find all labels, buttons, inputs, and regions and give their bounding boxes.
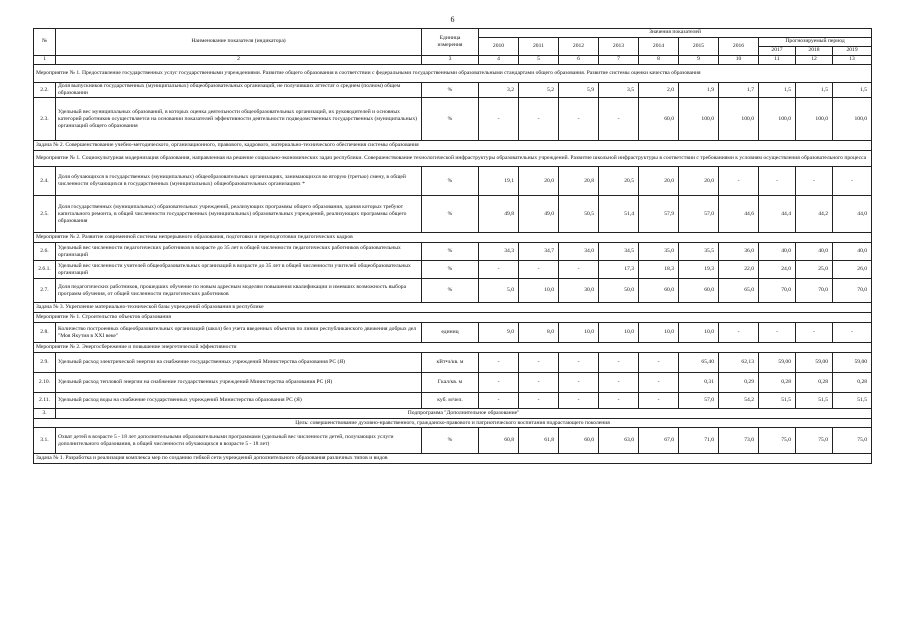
indicator-value: 57,9 <box>639 196 679 233</box>
row-number: 2.6.1. <box>34 261 56 279</box>
indicator-value: 60,0 <box>559 428 599 454</box>
column-number: 12 <box>796 56 833 65</box>
indicator-value: 73,0 <box>719 428 759 454</box>
indicator-value: - <box>599 353 639 373</box>
section-row <box>34 151 872 167</box>
row-number: 2.9. <box>34 353 56 373</box>
indicator-value: 60,0 <box>639 279 679 303</box>
indicator-value: - <box>639 353 679 373</box>
indicator-value: 40,0 <box>759 243 796 261</box>
subprogram-title: Подпрограмма "Дополнительное образование" <box>56 409 872 419</box>
indicator-value: 57,0 <box>679 196 719 233</box>
indicator-value: 75,0 <box>833 428 872 454</box>
indicator-value: 9,0 <box>479 323 519 343</box>
page-number: 6 <box>450 15 455 24</box>
indicators-table <box>33 28 872 464</box>
indicator-name: Удельный расход электрической энергии на снабжение государственных учреждений Министерства образования РС (Я) <box>56 353 422 373</box>
table-row <box>34 323 872 343</box>
row-number: 2.2. <box>34 83 56 98</box>
column-number: 10 <box>719 56 759 65</box>
table-row <box>34 98 872 141</box>
column-number: 7 <box>599 56 639 65</box>
indicator-value: 0,28 <box>759 373 796 393</box>
indicator-value: 1,9 <box>679 83 719 98</box>
indicator-value: 1,5 <box>833 83 872 98</box>
header-forecast-year: 2017 <box>759 47 796 56</box>
indicator-value: 40,0 <box>833 243 872 261</box>
section-title: Задача № 1. Разработка и реализация комплекса мер по созданию гибкой сети учреждений дополнительного образования различных типов и видов <box>34 454 872 464</box>
indicator-value: - <box>599 373 639 393</box>
indicator-unit: % <box>422 98 479 141</box>
indicator-value: 63,0 <box>599 428 639 454</box>
indicator-value: 26,0 <box>833 261 872 279</box>
indicator-value: - <box>639 373 679 393</box>
indicator-value: 59,00 <box>833 353 872 373</box>
indicator-value: - <box>519 393 559 409</box>
section-row <box>34 313 872 323</box>
indicator-value: - <box>833 167 872 196</box>
indicator-value: 3,5 <box>599 83 639 98</box>
indicator-value: 25,0 <box>796 261 833 279</box>
indicator-value: - <box>719 323 759 343</box>
indicator-value: 61,8 <box>519 428 559 454</box>
section-row <box>34 303 872 313</box>
indicator-value: 20,0 <box>519 167 559 196</box>
row-number: 2.6. <box>34 243 56 261</box>
indicator-value: - <box>639 393 679 409</box>
indicator-value: 22,0 <box>719 261 759 279</box>
indicator-value: 100,0 <box>759 98 796 141</box>
header-unit-line1: Единица <box>439 34 461 41</box>
indicator-unit: % <box>422 428 479 454</box>
indicator-value: 19,1 <box>479 167 519 196</box>
section-title: Мероприятие № 1. Социокультурная модернизация образования, направленная на решение социально-экономических задач республики. Совершенствование технологической инфраструктуры образовательных учреждений. Развитие школьной инфраструктуры в соответствии с требованиями к условиям осуществления образовательного процесса <box>34 151 872 167</box>
indicator-name: Удельный расход тепловой энергии на снабжение государственных учреждений Министерства образования РС (Я) <box>56 373 422 393</box>
indicator-value: 75,0 <box>796 428 833 454</box>
row-number: 2.7. <box>34 279 56 303</box>
indicator-value: 1,5 <box>796 83 833 98</box>
indicator-value: 10,0 <box>559 323 599 343</box>
header-num: № <box>34 29 56 56</box>
indicator-value: 20,8 <box>559 167 599 196</box>
indicator-unit: кВт•ч/кв. м <box>422 353 479 373</box>
section-row <box>34 454 872 464</box>
header-forecast: Прогнозируемый период <box>759 38 872 47</box>
indicator-value: - <box>796 323 833 343</box>
column-number: 11 <box>759 56 796 65</box>
indicator-unit: % <box>422 279 479 303</box>
indicator-value: 100,0 <box>833 98 872 141</box>
subprogram-row <box>34 409 872 419</box>
indicator-value: 40,0 <box>796 243 833 261</box>
indicator-unit: единиц <box>422 323 479 343</box>
indicator-value: 44,6 <box>719 196 759 233</box>
indicator-value: 70,0 <box>796 279 833 303</box>
section-row <box>34 343 872 353</box>
indicator-unit: % <box>422 243 479 261</box>
table-row <box>34 167 872 196</box>
indicator-value: 0,31 <box>679 373 719 393</box>
indicator-unit: % <box>422 167 479 196</box>
indicator-value: 51,4 <box>599 196 639 233</box>
indicator-value: - <box>559 353 599 373</box>
indicator-value: 35,0 <box>639 243 679 261</box>
indicator-unit: % <box>422 261 479 279</box>
section-title: Мероприятие № 1. Предоставление государственных услуг государственными учреждениями. Развитие общего образования в соответствии с федеральными государственными образовательными стандартами общего образования. Развитие системы оценки качества образования <box>34 65 872 83</box>
indicator-value: 24,0 <box>759 261 796 279</box>
indicator-value: 34,7 <box>519 243 559 261</box>
column-number: 2 <box>56 56 422 65</box>
indicator-name: Доля педагогических работников, прошедших обучение по новым адресным моделям повышения квалификации и имевших возможность выбора программ обучения, от общей численности педагогических работников <box>56 279 422 303</box>
table-row <box>34 393 872 409</box>
indicator-value: 2,0 <box>639 83 679 98</box>
indicator-value: 49,8 <box>479 196 519 233</box>
row-number: 2.10. <box>34 373 56 393</box>
column-number: 6 <box>559 56 599 65</box>
indicator-value: - <box>759 167 796 196</box>
indicator-value: 67,0 <box>639 428 679 454</box>
indicator-value: 0,28 <box>833 373 872 393</box>
indicator-value: 62,13 <box>719 353 759 373</box>
section-title: Мероприятие № 2. Развитие современной системы непрерывного образования, подготовки и переподготовки педагогических кадров <box>34 233 872 243</box>
indicator-value: 10,0 <box>599 323 639 343</box>
indicator-value: 0,29 <box>719 373 759 393</box>
indicator-value: 57,0 <box>679 393 719 409</box>
indicator-value: 30,0 <box>559 279 599 303</box>
indicator-value: 51,5 <box>833 393 872 409</box>
indicator-name: Удельный вес муниципальных образований, в которых оценка деятельности общеобразовательных организаций, их руководителей и основных категорий работников осуществляется на основании показателей эффективности деятельности подведомственных государственных (муниципальных) организаций общего образования <box>56 98 422 141</box>
indicator-value: - <box>519 373 559 393</box>
indicator-value: - <box>559 393 599 409</box>
row-number: 2.4. <box>34 167 56 196</box>
indicator-value: 49,0 <box>519 196 559 233</box>
indicator-value: 71,0 <box>679 428 719 454</box>
header-year: 2013 <box>599 38 639 56</box>
indicator-unit: % <box>422 196 479 233</box>
indicator-value: 65,0 <box>719 279 759 303</box>
table-row <box>34 261 872 279</box>
column-number: 9 <box>679 56 719 65</box>
table-row <box>34 428 872 454</box>
indicator-unit: % <box>422 83 479 98</box>
indicator-value: 19,3 <box>679 261 719 279</box>
indicator-value: 5,2 <box>519 83 559 98</box>
indicator-value: - <box>479 261 519 279</box>
row-number: 2.8. <box>34 323 56 343</box>
header-year: 2011 <box>519 38 559 56</box>
indicator-name: Удельный расход воды на снабжение государственных учреждений Министерства образования РС (Я) <box>56 393 422 409</box>
indicator-value: - <box>559 98 599 141</box>
indicator-value: 100,0 <box>719 98 759 141</box>
indicator-name: Доля выпускников государственных (муниципальных) общеобразовательных организаций, не получивших аттестат о среднем (полном) общем образовании <box>56 83 422 98</box>
indicator-value: 75,0 <box>759 428 796 454</box>
indicator-value: 10,0 <box>639 323 679 343</box>
section-title: Задача № 3. Укрепление материально-технической базы учреждений образования в республике <box>34 303 872 313</box>
indicator-value: 50,0 <box>599 279 639 303</box>
column-number: 3 <box>422 56 479 65</box>
section-row <box>34 141 872 151</box>
header-name: Наименование показателя (индикатора) <box>56 29 422 56</box>
indicator-value: 51,5 <box>759 393 796 409</box>
indicator-value: 51,5 <box>796 393 833 409</box>
indicator-value: 1,5 <box>759 83 796 98</box>
indicator-value: - <box>479 373 519 393</box>
indicator-value: 44,2 <box>796 196 833 233</box>
indicator-name: Удельный вес численности учителей общеобразовательных организаций в возрасте до 35 лет в общей численности учителей общеобразовательных организаций <box>56 261 422 279</box>
table-row <box>34 196 872 233</box>
column-number: 13 <box>833 56 872 65</box>
indicator-value: - <box>719 167 759 196</box>
indicator-value: 1,7 <box>719 83 759 98</box>
indicator-value: 59,00 <box>796 353 833 373</box>
indicator-value: 5,9 <box>559 83 599 98</box>
indicator-value: 54,2 <box>719 393 759 409</box>
indicator-name: Удельный вес численности педагогических работников в возрасте до 35 лет в общей численности педагогических работников образовательных организаций <box>56 243 422 261</box>
header-year: 2016 <box>719 38 759 56</box>
header-forecast-year: 2019 <box>833 47 872 56</box>
table-row <box>34 83 872 98</box>
column-number: 4 <box>479 56 519 65</box>
goal-title: Цель: совершенствование духовно-нравственного, гражданско-правового и патриотического воспитания подрастающего поколения <box>34 419 872 428</box>
indicator-value: - <box>559 261 599 279</box>
indicator-value: - <box>479 393 519 409</box>
header-forecast-year: 2018 <box>796 47 833 56</box>
indicator-value: - <box>479 98 519 141</box>
indicator-value: 0,28 <box>796 373 833 393</box>
indicator-value: 36,0 <box>719 243 759 261</box>
indicator-value: - <box>759 323 796 343</box>
indicator-value: 18,3 <box>639 261 679 279</box>
row-number: 2.3. <box>34 98 56 141</box>
goal-row <box>34 419 872 428</box>
indicator-value: - <box>519 98 559 141</box>
indicator-value: 70,0 <box>833 279 872 303</box>
indicator-value: 17,3 <box>599 261 639 279</box>
row-number: 3.1. <box>34 428 56 454</box>
indicator-value: - <box>559 373 599 393</box>
column-number: 1 <box>34 56 56 65</box>
header-year: 2014 <box>639 38 679 56</box>
indicator-value: 50,5 <box>559 196 599 233</box>
indicator-value: 65,40 <box>679 353 719 373</box>
indicator-name: Доля обучающихся в государственных (муниципальных) общеобразовательных организациях, занимающихся во вторую (третью) смену, в общей численности обучающихся в государственных (муниципальных) общеобразовательных организациях * <box>56 167 422 196</box>
indicator-value: 20,0 <box>639 167 679 196</box>
indicator-value: 34,3 <box>479 243 519 261</box>
indicator-value: 100,0 <box>679 98 719 141</box>
indicator-value: 3,2 <box>479 83 519 98</box>
indicator-name: Доля государственных (муниципальных) образовательных учреждений, реализующих программы общего образования, здания которых требуют капитального ремонта, в общей численности государственных (муниципальных) образовательных учреждений, реализующих программы общего образования <box>56 196 422 233</box>
indicator-name: Охват детей в возрасте 5 - 18 лет дополнительными образовательными программами (удельный вес численности детей, получающих услуги дополнительного образования, в общей численности обучающихся в возрасте 5 - 18 лет) <box>56 428 422 454</box>
indicator-value: 8,0 <box>519 323 559 343</box>
indicator-value: 5,0 <box>479 279 519 303</box>
indicator-value: 60,0 <box>639 98 679 141</box>
section-row <box>34 65 872 83</box>
indicator-value: 59,00 <box>759 353 796 373</box>
header-year: 2015 <box>679 38 719 56</box>
indicator-value: 34,5 <box>599 243 639 261</box>
indicator-value: 60,8 <box>479 428 519 454</box>
table-row <box>34 243 872 261</box>
header-unit <box>422 29 479 56</box>
indicator-value: 20,0 <box>679 167 719 196</box>
section-title: Мероприятие № 2. Энергосбережение и повышение энергетической эффективности <box>34 343 872 353</box>
header-year: 2012 <box>559 38 599 56</box>
indicator-value: - <box>519 353 559 373</box>
column-number: 5 <box>519 56 559 65</box>
indicator-value: 34,0 <box>559 243 599 261</box>
indicator-value: 100,0 <box>796 98 833 141</box>
header-year: 2010 <box>479 38 519 56</box>
indicator-value: 70,0 <box>759 279 796 303</box>
row-number: 3. <box>34 409 56 419</box>
indicator-value: - <box>833 323 872 343</box>
indicator-value: - <box>796 167 833 196</box>
row-number: 2.5. <box>34 196 56 233</box>
table-row <box>34 373 872 393</box>
indicator-value: 10,0 <box>519 279 559 303</box>
row-number: 2.11. <box>34 393 56 409</box>
indicator-value: 10,0 <box>679 323 719 343</box>
column-number: 8 <box>639 56 679 65</box>
indicator-value: 44,4 <box>759 196 796 233</box>
section-title: Задача № 2. Совершенствование учебно-методического, организационного, правового, кадрового, материально-технического обеспечения системы образования <box>34 141 872 151</box>
table-row <box>34 353 872 373</box>
indicator-value: - <box>599 393 639 409</box>
header-values: Значения показателей <box>479 29 872 38</box>
indicator-value: - <box>519 261 559 279</box>
indicator-value: 44,0 <box>833 196 872 233</box>
indicator-unit: Гкал/кв. м <box>422 373 479 393</box>
table-row <box>34 279 872 303</box>
indicator-value: - <box>479 353 519 373</box>
indicator-name: Количество построенных общеобразовательных организаций (школ) без учета введенных объектов по линии республиканского движения добрых дел "Моя Якутия в XXI веке" <box>56 323 422 343</box>
section-row <box>34 233 872 243</box>
section-title: Мероприятие № 1. Строительство объектов образования <box>34 313 872 323</box>
header-unit-line2: измерения <box>437 42 463 48</box>
indicator-value: - <box>599 98 639 141</box>
indicator-unit: куб. м/чел. <box>422 393 479 409</box>
indicator-value: 60,0 <box>679 279 719 303</box>
indicator-value: 20,5 <box>599 167 639 196</box>
indicator-value: 35,5 <box>679 243 719 261</box>
